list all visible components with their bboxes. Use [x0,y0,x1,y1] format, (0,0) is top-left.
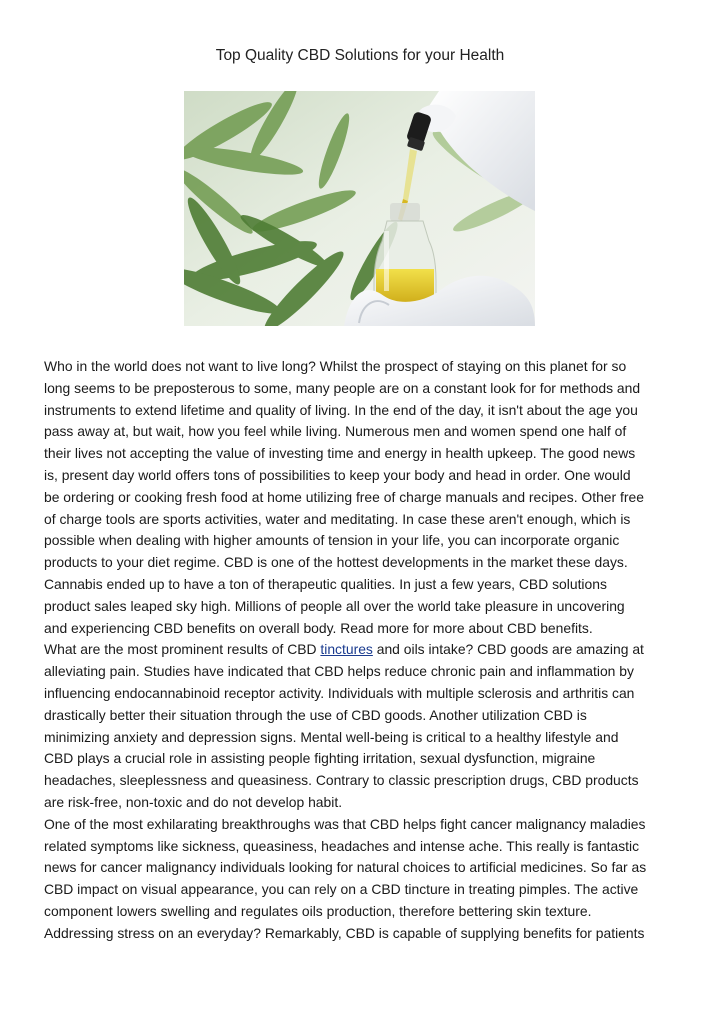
text-line [44,705,684,727]
text-line [44,901,684,923]
text-line [44,400,684,422]
text-line [44,574,684,596]
text-segment: pass away at, but wait, how you feel while living. Numerous men and women spend one half of [44,423,627,440]
text-segment: Addressing stress on an everyday? Remarkably, CBD is capable of supplying benefits for patients [44,924,645,941]
text-line [44,748,684,770]
text-segment: Who in the world does not want to live long? Whilst the prospect of staying on this planet for so [44,358,627,374]
text-segment: headaches, sleeplessness and queasiness. Contrary to classic prescription drugs, CBD products [44,772,639,789]
cbd-oil-photo [184,91,535,326]
text-segment: component lowers swelling and regulates oils production, therefore bettering skin texture. [44,902,592,919]
text-segment: One of the most exhilarating breakthroughs was that CBD helps fight cancer malignancy maladies [44,815,646,832]
text-segment: CBD impact on visual appearance, you can rely on a CBD tincture in treating pimples. The active [44,881,639,898]
text-line [44,356,684,378]
text-segment: of charge tools are sports activities, water and meditating. In case these aren't enough, which is [44,510,631,527]
text-line [44,879,684,901]
text-segment: alleviating pain. Studies have indicated that CBD helps reduce chronic pain and inflammation by [44,663,634,680]
text-line [44,443,684,465]
text-segment: are risk-free, non-toxic and do not develop habit. [44,793,343,810]
text-segment: related symptoms like sickness, queasiness, headaches and intense ache. This really is fantastic [44,837,640,854]
text-segment: their lives not accepting the value of investing time and energy in health upkeep. The good news [44,445,636,462]
text-segment: product sales leaped sky high. Millions of people all over the world take pleasure in uncovering [44,597,625,614]
text-line [44,421,684,443]
text-line [44,857,684,879]
text-segment: CBD plays a crucial role in assisting people fighting irritation, sexual dysfunction, migraine [44,750,596,767]
text-line [44,618,684,640]
text-line [44,727,684,749]
text-segment: products to your diet regime. CBD is one of the hottest developments in the market these days. [44,554,628,571]
text-segment: drastically better their situation through the use of CBD goods. Another utilization CBD is [44,706,587,723]
text-segment: minimizing anxiety and depression signs. Mental well-being is critical to a healthy lifestyle and [44,728,619,745]
text-segment: is, present day world offers tons of possibilities to keep your body and head in order. One would [44,466,631,483]
cbd-oil-illustration [184,91,535,326]
text-segment: possible when dealing with higher amounts of tension in your life, you can incorporate organic [44,532,620,549]
text-line [44,530,684,552]
text-segment: instruments to extend lifetime and quality of living. In the end of the day, it isn't about the age you [44,401,638,418]
text-line [44,814,684,836]
text-line [44,378,684,400]
text-segment: news for cancer malignancy individuals looking for natural choices to artificial medicines. So far as [44,859,647,876]
text-line [44,552,684,574]
text-line [44,465,684,487]
text-segment: and oils intake? CBD goods are amazing at [372,641,644,658]
text-line [44,792,684,814]
text-line [44,661,684,683]
text-segment: What are the most prominent results of CBD [44,641,321,658]
text-line [44,923,684,945]
text-line [44,639,684,661]
text-segment: influencing endocannabinoid receptor activity. Individuals with multiple sclerosis and arthritis can [44,684,635,701]
text-line [44,683,684,705]
text-line [44,836,684,858]
text-line [44,487,684,509]
text-segment: be ordering or cooking fresh food at home utilizing free of charge manuals and recipes. Other free [44,488,644,505]
text-line [44,596,684,618]
article-body [44,356,684,945]
text-line [44,770,684,792]
tinctures-link[interactable]: tinctures [320,641,373,658]
text-segment: Cannabis ended up to have a ton of therapeutic qualities. In just a few years, CBD solutions [44,575,607,592]
text-segment: long seems to be preposterous to some, many people are on a constant look for for methods and [44,379,641,396]
text-segment: and experiencing CBD benefits on overall body. Read more for more about CBD benefits. [44,619,593,636]
page-title: Top Quality CBD Solutions for your Health [215,47,505,64]
text-line [44,509,684,531]
